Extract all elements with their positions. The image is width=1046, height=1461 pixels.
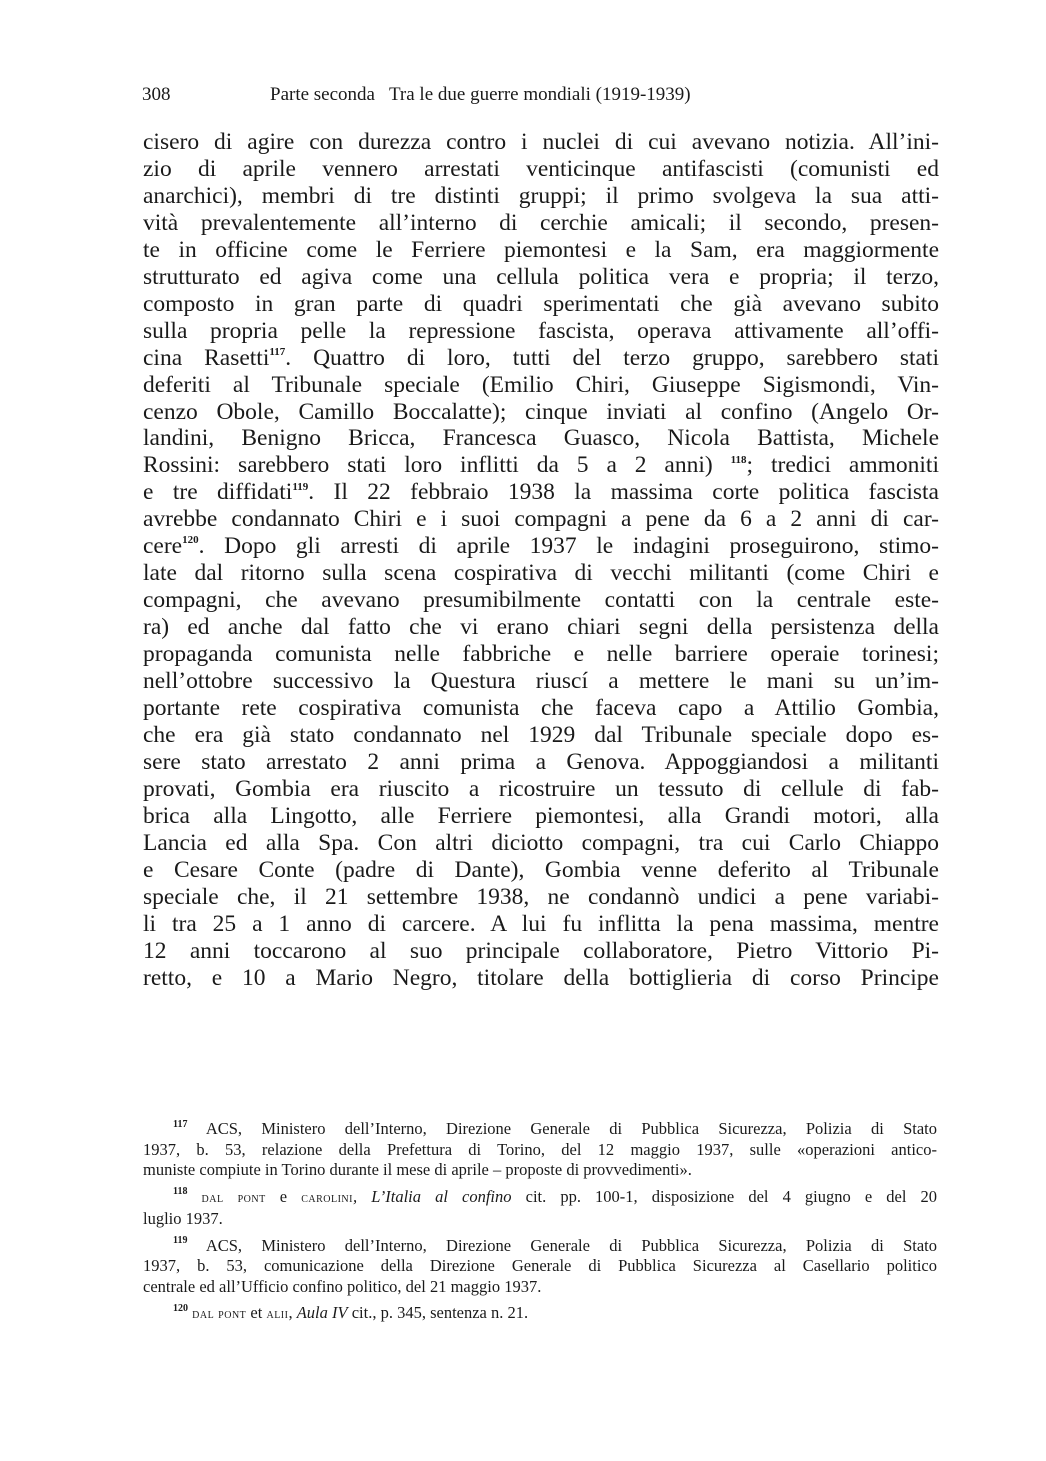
footnote-line: 1937, b. 53, comunicazione della Direzione Generale di Pubblica Sicurezza al Casellario politico (143, 1256, 937, 1275)
body-line: Lancia ed alla Spa. Con altri diciotto compagni, tra cui Carlo Chiappo (143, 829, 939, 856)
body-line: avrebbe condannato Chiri e i suoi compagni a pene da 6 a 2 anni di car- (143, 506, 939, 533)
body-line: cina Rasetti$^{117}$. Quattro di loro, tutti del terzo gruppo, sarebbero stati (143, 344, 939, 371)
author-name: dal pont (201, 1190, 266, 1206)
body-text (143, 129, 939, 992)
body-line: ra) ed anche dal fatto che vi erano chiari segni della persistenza della (143, 614, 939, 641)
footnote-line: $^{118}$ dal pont e carolini, L’Italia al confino cit. pp. 100-1, disposizione del 4 giugno e del 20 (173, 1186, 938, 1206)
body-line: e Cesare Conte (padre di Dante), Gombia venne deferito al Tribunale (143, 856, 939, 883)
footnote-ref[interactable]: 119 (292, 480, 309, 493)
footnote-line: centrale ed all’Ufficio confino politico, del 21 maggio 1937. (143, 1276, 542, 1296)
body-line: cenzo Obole, Camillo Boccalatte); cinque inviati al confino (Angelo Or- (143, 398, 939, 425)
body-line: 12 anni toccarono al suo principale collaboratore, Pietro Vittorio Pi- (143, 937, 939, 964)
running-head (142, 84, 691, 106)
body-line: vità prevalentemente all’interno di cerchie amicali; il secondo, presen- (143, 209, 939, 236)
body-line: che era già stato condannato nel 1929 dal Tribunale speciale dopo es- (143, 721, 939, 748)
footnote-number: 119 (173, 1235, 188, 1246)
body-line: sere stato arrestato 2 anni prima a Genova. Appoggiandosi a militanti (143, 748, 939, 775)
body-line: provati, Gombia era riuscito a ricostruire un tessuto di cellule di fab- (143, 775, 939, 802)
work-title: L’Italia al confino (371, 1186, 512, 1206)
body-line: cere$^{120}$. Dopo gli arresti di aprile 1937 le indagini proseguirono, stimo- (143, 533, 939, 560)
author-name: alii (266, 1307, 289, 1322)
author-name: carolini (301, 1190, 353, 1206)
body-line: nell’ottobre successivo la Questura riuscí a mettere le mani su un’im- (143, 668, 939, 695)
footnote-117 (143, 1119, 937, 1181)
body-line: deferiti al Tribunale speciale (Emilio Chiri, Giuseppe Sigismondi, Vin- (143, 371, 939, 398)
part-label: Parte seconda (270, 84, 375, 105)
body-line: compagni, che avevano presumibilmente contatti con la centrale este- (143, 587, 939, 614)
footnote-line: $^{119}$ ACS, Ministero dell’Interno, Direzione Generale di Pubblica Sicurezza, Polizia di Stato (173, 1235, 937, 1255)
body-line: strutturato ed agiva come una cellula politica vera e propria; il terzo, (143, 263, 939, 290)
footnote-number: 117 (173, 1118, 188, 1130)
footnote-ref[interactable]: 120 (182, 534, 199, 547)
body-line: landini, Benigno Bricca, Francesca Guasco, Nicola Battista, Michele (143, 425, 939, 452)
footnote-number: 118 (173, 1186, 188, 1197)
body-line: brica alla Lingotto, alle Ferriere piemontesi, alla Grandi motori, alla (143, 802, 939, 829)
body-line: propaganda comunista nelle fabbriche e nelle barriere operaie torinesi; (143, 641, 939, 668)
footnote-line: $^{120}$ dal pont et alii, Aula IV cit., p. 345, sentenza n. 21. (173, 1302, 529, 1322)
body-line: e tre diffidati$^{119}$. Il 22 febbraio 1938 la massima corte politica fascista (143, 479, 939, 506)
footnote-line: luglio 1937. (143, 1209, 223, 1228)
footnote-line: muniste compiute in Torino durante il mese di aprile – proposte di provvedimenti». (143, 1160, 692, 1179)
body-line: late dal ritorno sulla scena cospirativa di vecchi militanti (come Chiri e (143, 560, 939, 587)
footnote-line: $^{117}$ ACS, Ministero dell’Interno, Direzione Generale di Pubblica Sicurezza, Polizia di Stato (173, 1118, 937, 1138)
footnote-ref[interactable]: 118 (730, 453, 747, 466)
body-line: anarchici), membri di tre distinti gruppi; il primo svolgeva la sua atti- (143, 182, 939, 209)
footnote-119 (143, 1236, 937, 1298)
body-line: portante rete cospirativa comunista che faceva capo a Attilio Gombia, (143, 695, 939, 722)
section-title: Tra le due guerre mondiali (1919-1939) (388, 84, 691, 105)
footnote-ref[interactable]: 117 (269, 345, 286, 358)
body-line: cisero di agire con durezza contro i nuclei di cui avevano notizia. All’ini- (143, 129, 939, 155)
body-line: zio di aprile vennero arrestati venticinque antifascisti (comunisti ed (143, 155, 939, 182)
work-title: Aula IV (296, 1303, 348, 1322)
body-line: retto, e 10 a Mario Negro, titolare della bottiglieria di corso Principe (143, 964, 939, 991)
body-line: Rossini: sarebbero stati loro inflitti da 5 a 2 anni) $^{118}$; tredici ammoniti (143, 452, 939, 479)
body-line: composto in gran parte di quadri sperimentati che già avevano subito (143, 290, 939, 317)
footnotes (143, 1119, 937, 1332)
body-line: sulla propria pelle la repressione fascista, operava attivamente all’offi- (143, 317, 939, 344)
author-name: dal pont (192, 1307, 247, 1322)
footnote-118 (143, 1187, 937, 1230)
footnote-number: 120 (173, 1302, 188, 1314)
footnote-line: 1937, b. 53, relazione della Prefettura di Torino, del 12 maggio 1937, sulle «operazioni antico- (143, 1139, 937, 1159)
body-line: speciale che, il 21 settembre 1938, ne condannò undici a pene variabi- (143, 883, 939, 910)
body-line: te in officine come le Ferriere piemontesi e la Sam, era maggiormente (143, 236, 939, 263)
page-number: 308 (142, 84, 171, 105)
footnote-120 (143, 1303, 937, 1326)
body-line: li tra 25 a 1 anno di carcere. A lui fu inflitta la pena massima, mentre (143, 910, 939, 937)
